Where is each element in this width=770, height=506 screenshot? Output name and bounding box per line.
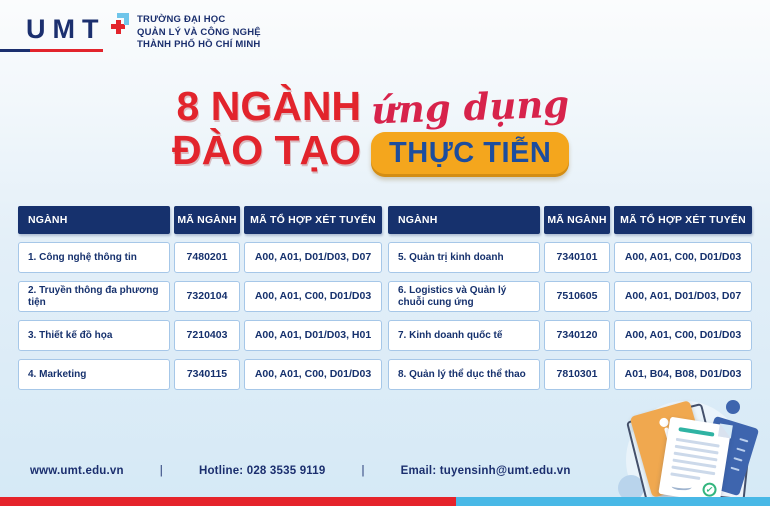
title-accent — [370, 81, 570, 177]
admission-combo: A00, A01, C00, D01/D03 — [244, 281, 382, 312]
major-name: 2. Truyền thông đa phương tiện — [18, 281, 170, 312]
major-name: 7. Kinh doanh quốc tế — [388, 320, 540, 351]
folded-corner — [718, 423, 733, 438]
majors-table-right — [388, 206, 752, 390]
column-header-ma-nganh: MÃ NGÀNH — [544, 206, 610, 234]
admission-combo: A00, A01, D01/D03, D07 — [614, 281, 752, 312]
title-line2: ĐÀO TẠO — [172, 127, 362, 173]
column-header-ma-nganh: MÃ NGÀNH — [174, 206, 240, 234]
title-script: ứng dụng — [370, 81, 570, 133]
footer-separator: | — [361, 465, 365, 477]
major-code: 7480201 — [174, 242, 240, 273]
email-text: Email: tuyensinh@umt.edu.vn — [400, 465, 571, 477]
major-code: 7210403 — [174, 320, 240, 351]
major-code: 7510605 — [544, 281, 610, 312]
documents-illustration — [608, 393, 770, 497]
hotline-text: Hotline: 028 3535 9119 — [198, 465, 326, 477]
major-code: 7340115 — [174, 359, 240, 390]
bottom-bar-red — [0, 497, 456, 506]
university-name — [137, 14, 261, 52]
major-name: 3. Thiết kế đồ họa — [18, 320, 170, 351]
admission-combo: A00, A01, C00, D01/D03 — [614, 242, 752, 273]
major-name: 4. Marketing — [18, 359, 170, 390]
plus-icon — [108, 13, 132, 37]
admission-combo: A00, A01, C00, D01/D03 — [614, 320, 752, 351]
major-code: 7320104 — [174, 281, 240, 312]
admission-combo: A00, A01, D01/D03, D07 — [244, 242, 382, 273]
title-badge: THỰC TIỄN — [371, 132, 569, 177]
blue-dot — [726, 400, 740, 414]
admission-combo: A00, A01, C00, D01/D03 — [244, 359, 382, 390]
majors-table-left — [18, 206, 382, 390]
major-name: 6. Logistics và Quản lý chuỗi cung ứng — [388, 281, 540, 312]
major-name: 8. Quản lý thể dục thể thao — [388, 359, 540, 390]
document-icon — [658, 417, 731, 504]
university-name-line: QUẢN LÝ VÀ CÔNG NGHỆ — [137, 26, 261, 38]
major-code: 7340101 — [544, 242, 610, 273]
footer-separator: | — [159, 465, 163, 477]
university-name-line: TRƯỜNG ĐẠI HỌC — [137, 14, 226, 25]
logo-acronym: UMT — [26, 14, 106, 44]
title-line1: 8 NGÀNH — [176, 83, 362, 129]
footer-contact — [30, 462, 571, 480]
bottom-bar — [0, 497, 770, 506]
column-header-nganh: NGÀNH — [18, 206, 170, 234]
logo-underline — [0, 49, 103, 52]
major-name: 1. Công nghệ thông tin — [18, 242, 170, 273]
column-header-to-hop: MÃ TỔ HỢP XÉT TUYỂN — [614, 206, 752, 234]
signature-squiggle — [671, 483, 691, 491]
column-header-to-hop: MÃ TỔ HỢP XÉT TUYỂN — [244, 206, 382, 234]
major-code: 7340120 — [544, 320, 610, 351]
admission-combo: A00, A01, D01/D03, H01 — [244, 320, 382, 351]
website-text: www.umt.edu.vn — [30, 465, 124, 477]
university-name-line: THÀNH PHỐ HỒ CHÍ MINH — [137, 39, 261, 50]
major-name: 5. Quản trị kinh doanh — [388, 242, 540, 273]
bottom-bar-blue — [456, 497, 770, 506]
majors-tables — [18, 206, 752, 390]
column-header-nganh: NGÀNH — [388, 206, 540, 234]
check-icon: ✓ — [702, 482, 718, 498]
underline-red-segment — [30, 49, 103, 52]
major-code: 7810301 — [544, 359, 610, 390]
poster-title — [172, 81, 570, 177]
underline-navy-segment — [0, 49, 30, 52]
title-main — [172, 84, 361, 172]
admission-combo: A01, B04, B08, D01/D03 — [614, 359, 752, 390]
